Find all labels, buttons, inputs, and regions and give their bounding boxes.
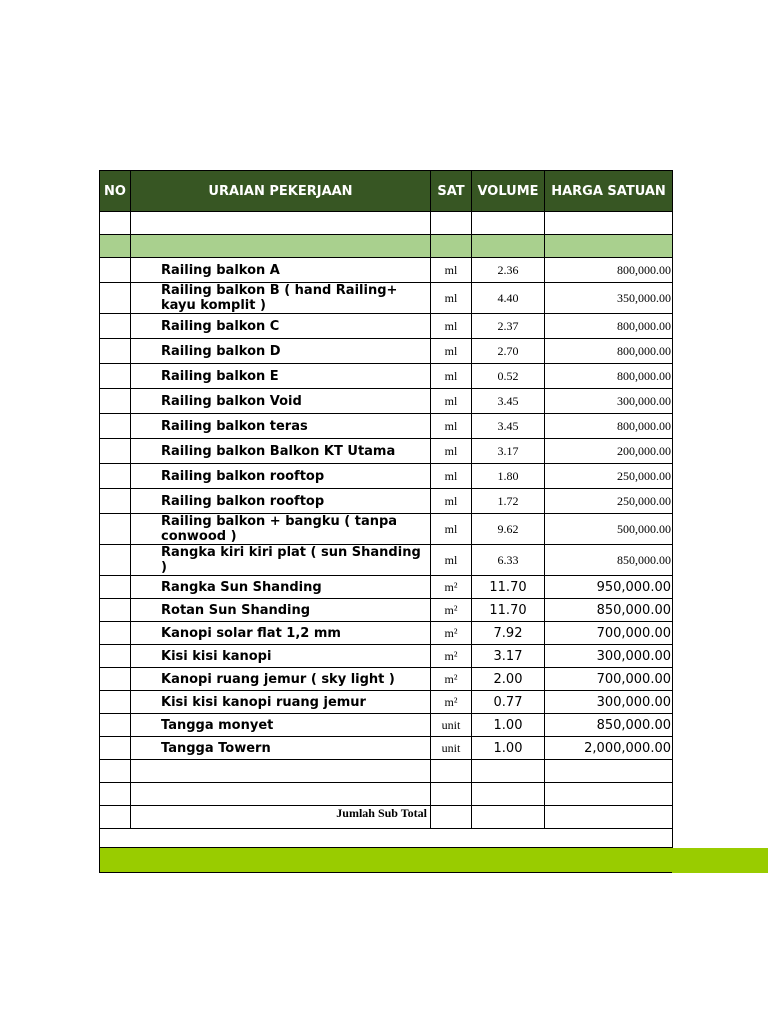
cell[interactable] — [100, 235, 131, 258]
description-cell[interactable]: Kisi kisi kanopi — [131, 645, 431, 668]
volume-cell[interactable]: 3.45 — [472, 414, 545, 439]
no-cell[interactable] — [100, 622, 131, 645]
no-cell[interactable] — [100, 714, 131, 737]
description-cell[interactable]: Kisi kisi kanopi ruang jemur — [131, 691, 431, 714]
no-cell[interactable] — [100, 389, 131, 414]
table-row — [100, 464, 673, 489]
unit-cell[interactable]: ml — [431, 439, 472, 464]
unit-cell[interactable]: m² — [431, 691, 472, 714]
cell[interactable] — [472, 235, 545, 258]
price-cell[interactable]: 950,000.00 — [545, 576, 673, 599]
footer-band — [99, 847, 672, 873]
description-cell[interactable]: Kanopi solar flat 1,2 mm — [131, 622, 431, 645]
price-cell[interactable]: 350,000.00 — [545, 283, 673, 314]
volume-cell[interactable]: 7.92 — [472, 622, 545, 645]
description-cell[interactable]: Railing balkon Void — [131, 389, 431, 414]
header-harga-satuan[interactable]: HARGA SATUAN — [545, 171, 673, 212]
no-cell[interactable] — [100, 489, 131, 514]
unit-cell[interactable]: ml — [431, 389, 472, 414]
description-cell[interactable]: Railing balkon A — [131, 258, 431, 283]
volume-cell[interactable]: 2.00 — [472, 668, 545, 691]
volume-cell[interactable]: 2.70 — [472, 339, 545, 364]
table-row — [100, 414, 673, 439]
description-cell[interactable]: Railing balkon D — [131, 339, 431, 364]
cell[interactable] — [131, 760, 431, 783]
cell[interactable] — [131, 783, 431, 806]
cell[interactable] — [472, 783, 545, 806]
table-row — [100, 389, 673, 414]
header-no[interactable]: NO — [100, 171, 131, 212]
price-cell[interactable]: 850,000.00 — [545, 545, 673, 576]
description-cell[interactable]: Rangka kiri kiri plat ( sun Shanding ) — [131, 545, 431, 576]
price-cell[interactable]: 200,000.00 — [545, 439, 673, 464]
cell[interactable] — [431, 760, 472, 783]
cell[interactable] — [100, 760, 131, 783]
volume-cell[interactable]: 3.45 — [472, 389, 545, 414]
volume-cell[interactable]: 1.80 — [472, 464, 545, 489]
subtotal-label[interactable]: Jumlah Sub Total — [131, 806, 431, 829]
price-cell[interactable]: 800,000.00 — [545, 414, 673, 439]
no-cell[interactable] — [100, 576, 131, 599]
price-cell[interactable]: 800,000.00 — [545, 258, 673, 283]
unit-cell[interactable]: ml — [431, 314, 472, 339]
table-row — [100, 622, 673, 645]
cell[interactable] — [545, 212, 673, 235]
table-row — [100, 439, 673, 464]
cell[interactable] — [100, 783, 131, 806]
unit-cell[interactable]: ml — [431, 258, 472, 283]
price-cell[interactable]: 300,000.00 — [545, 645, 673, 668]
header-sat[interactable]: SAT — [431, 171, 472, 212]
table-row — [100, 545, 673, 576]
price-cell[interactable]: 800,000.00 — [545, 314, 673, 339]
empty-row — [100, 783, 673, 806]
table-row — [100, 576, 673, 599]
price-cell[interactable]: 800,000.00 — [545, 364, 673, 389]
volume-cell[interactable]: 6.33 — [472, 545, 545, 576]
volume-cell[interactable]: 1.00 — [472, 737, 545, 760]
unit-cell[interactable]: ml — [431, 364, 472, 389]
description-cell[interactable]: Railing balkon + bangku ( tanpa conwood ) — [131, 514, 431, 545]
table-row — [100, 691, 673, 714]
unit-cell[interactable]: ml — [431, 339, 472, 364]
table-row — [100, 514, 673, 545]
no-cell[interactable] — [100, 645, 131, 668]
header-row — [100, 171, 673, 212]
no-cell[interactable] — [100, 364, 131, 389]
cell[interactable] — [100, 212, 131, 235]
table-row — [100, 283, 673, 314]
unit-cell[interactable]: unit — [431, 714, 472, 737]
no-cell[interactable] — [100, 439, 131, 464]
unit-cell[interactable]: m² — [431, 622, 472, 645]
unit-cell[interactable]: unit — [431, 737, 472, 760]
no-cell[interactable] — [100, 599, 131, 622]
cell[interactable] — [431, 806, 472, 829]
no-cell[interactable] — [100, 668, 131, 691]
table-row — [100, 645, 673, 668]
cell[interactable] — [131, 212, 431, 235]
cost-table — [99, 170, 673, 852]
description-cell[interactable]: Railing balkon B ( hand Railing+ kayu komplit ) — [131, 283, 431, 314]
table-row — [100, 737, 673, 760]
description-cell[interactable]: Tangga Towern — [131, 737, 431, 760]
description-cell[interactable]: Railing balkon C — [131, 314, 431, 339]
footer-band-extension — [672, 848, 768, 873]
volume-cell[interactable]: 9.62 — [472, 514, 545, 545]
price-cell[interactable]: 300,000.00 — [545, 389, 673, 414]
no-cell[interactable] — [100, 314, 131, 339]
unit-cell[interactable]: ml — [431, 283, 472, 314]
table-row — [100, 339, 673, 364]
description-cell[interactable]: Railing balkon rooftop — [131, 464, 431, 489]
volume-cell[interactable]: 2.37 — [472, 314, 545, 339]
volume-cell[interactable]: 2.36 — [472, 258, 545, 283]
empty-row — [100, 760, 673, 783]
price-cell[interactable]: 850,000.00 — [545, 599, 673, 622]
cell[interactable] — [131, 235, 431, 258]
table-row — [100, 714, 673, 737]
no-cell[interactable] — [100, 283, 131, 314]
price-cell[interactable]: 500,000.00 — [545, 514, 673, 545]
unit-cell[interactable]: m² — [431, 576, 472, 599]
cell[interactable] — [431, 235, 472, 258]
description-cell[interactable]: Railing balkon E — [131, 364, 431, 389]
volume-cell[interactable]: 0.52 — [472, 364, 545, 389]
description-cell[interactable]: Tangga monyet — [131, 714, 431, 737]
description-cell[interactable]: Railing balkon teras — [131, 414, 431, 439]
price-cell[interactable]: 700,000.00 — [545, 668, 673, 691]
volume-cell[interactable]: 0.77 — [472, 691, 545, 714]
cell[interactable] — [472, 806, 545, 829]
cell[interactable] — [545, 783, 673, 806]
cell[interactable] — [545, 235, 673, 258]
cell[interactable] — [431, 212, 472, 235]
description-cell[interactable]: Railing balkon Balkon KT Utama — [131, 439, 431, 464]
no-cell[interactable] — [100, 339, 131, 364]
cell[interactable] — [431, 783, 472, 806]
volume-cell[interactable]: 11.70 — [472, 599, 545, 622]
no-cell[interactable] — [100, 464, 131, 489]
table-row — [100, 599, 673, 622]
section-row — [100, 235, 673, 258]
no-cell[interactable] — [100, 514, 131, 545]
price-cell[interactable]: 800,000.00 — [545, 339, 673, 364]
price-cell[interactable]: 250,000.00 — [545, 464, 673, 489]
header-uraian[interactable]: URAIAN PEKERJAAN — [131, 171, 431, 212]
price-cell[interactable]: 700,000.00 — [545, 622, 673, 645]
unit-cell[interactable]: ml — [431, 414, 472, 439]
no-cell[interactable] — [100, 545, 131, 576]
description-cell[interactable]: Rotan Sun Shanding — [131, 599, 431, 622]
price-cell[interactable]: 850,000.00 — [545, 714, 673, 737]
subtotal-row — [100, 806, 673, 829]
no-cell[interactable] — [100, 737, 131, 760]
volume-cell[interactable]: 1.00 — [472, 714, 545, 737]
volume-cell[interactable]: 3.17 — [472, 645, 545, 668]
header-volume[interactable]: VOLUME — [472, 171, 545, 212]
description-cell[interactable]: Kanopi ruang jemur ( sky light ) — [131, 668, 431, 691]
no-cell[interactable] — [100, 258, 131, 283]
table-row — [100, 668, 673, 691]
price-cell[interactable]: 250,000.00 — [545, 489, 673, 514]
unit-cell[interactable]: m² — [431, 668, 472, 691]
no-cell[interactable] — [100, 691, 131, 714]
volume-cell[interactable]: 11.70 — [472, 576, 545, 599]
volume-cell[interactable]: 1.72 — [472, 489, 545, 514]
cell[interactable] — [100, 806, 131, 829]
unit-cell[interactable]: ml — [431, 464, 472, 489]
volume-cell[interactable]: 3.17 — [472, 439, 545, 464]
description-cell[interactable]: Rangka Sun Shanding — [131, 576, 431, 599]
table-row — [100, 314, 673, 339]
empty-row — [100, 212, 673, 235]
unit-cell[interactable]: m² — [431, 599, 472, 622]
unit-cell[interactable]: m² — [431, 645, 472, 668]
no-cell[interactable] — [100, 414, 131, 439]
description-cell[interactable]: Railing balkon rooftop — [131, 489, 431, 514]
unit-cell[interactable]: ml — [431, 514, 472, 545]
table-row — [100, 364, 673, 389]
table-row — [100, 258, 673, 283]
unit-cell[interactable]: ml — [431, 545, 472, 576]
price-cell[interactable]: 300,000.00 — [545, 691, 673, 714]
volume-cell[interactable]: 4.40 — [472, 283, 545, 314]
price-cell[interactable]: 2,000,000.00 — [545, 737, 673, 760]
cell[interactable] — [472, 760, 545, 783]
cell[interactable] — [545, 806, 673, 829]
unit-cell[interactable]: ml — [431, 489, 472, 514]
cell[interactable] — [472, 212, 545, 235]
table-row — [100, 489, 673, 514]
cell[interactable] — [545, 760, 673, 783]
